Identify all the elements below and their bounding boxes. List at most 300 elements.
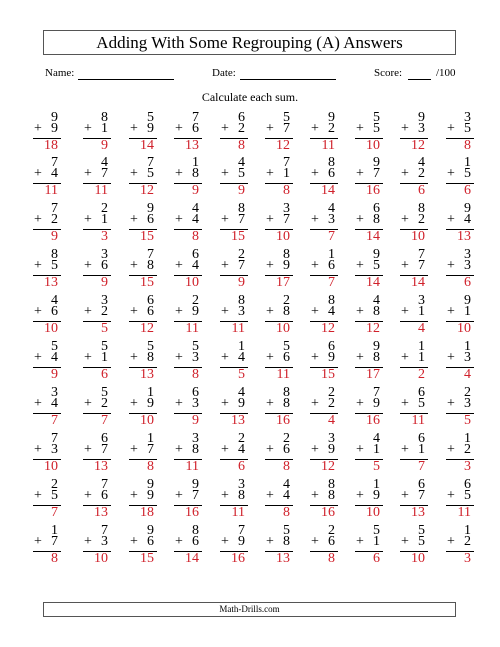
addend-bottom: 6 (147, 534, 154, 549)
addend-top: 2 (101, 201, 108, 216)
problem (174, 248, 202, 298)
addend-bottom: 5 (51, 488, 58, 503)
answer: 13 (94, 505, 108, 520)
addend-top: 7 (418, 247, 425, 262)
plus-sign: + (356, 258, 364, 273)
plus-sign: + (84, 488, 92, 503)
problem (174, 386, 202, 436)
problem (310, 478, 338, 528)
plus-sign: + (311, 121, 319, 136)
answer: 10 (94, 551, 108, 566)
addend-bottom: 6 (283, 350, 290, 365)
answer: 12 (321, 321, 335, 336)
answer: 14 (366, 275, 380, 290)
answer: 16 (185, 505, 199, 520)
addend-bottom: 8 (283, 396, 290, 411)
answer: 10 (185, 275, 199, 290)
problem (33, 294, 61, 344)
addend-bottom: 9 (328, 350, 335, 365)
plus-sign: + (221, 121, 229, 136)
answer: 8 (464, 138, 471, 153)
addend-bottom: 9 (373, 396, 380, 411)
answer: 16 (366, 183, 380, 198)
addend-bottom: 7 (418, 258, 425, 273)
addend-top: 6 (147, 293, 154, 308)
problem (83, 156, 111, 206)
addend-bottom: 8 (147, 258, 154, 273)
problem (83, 478, 111, 528)
answer: 18 (44, 138, 58, 153)
answer: 15 (140, 229, 154, 244)
answer: 12 (411, 138, 425, 153)
problem (446, 340, 474, 390)
problem (220, 248, 248, 298)
name-label: Name: (45, 67, 75, 79)
plus-sign: + (356, 212, 364, 227)
plus-sign: + (34, 212, 42, 227)
addend-top: 2 (464, 385, 471, 400)
addend-bottom: 3 (101, 534, 108, 549)
problem (400, 432, 428, 482)
plus-sign: + (175, 442, 183, 457)
answer: 15 (140, 551, 154, 566)
addend-bottom: 2 (328, 121, 335, 136)
answer: 12 (366, 321, 380, 336)
addend-top: 8 (238, 201, 245, 216)
addend-bottom: 9 (283, 258, 290, 273)
plus-sign: + (130, 534, 138, 549)
answer: 10 (276, 321, 290, 336)
problem (400, 111, 428, 161)
addend-bottom: 1 (101, 212, 108, 227)
plus-sign: + (221, 212, 229, 227)
plus-sign: + (34, 350, 42, 365)
addend-bottom: 1 (373, 442, 380, 457)
addend-bottom: 5 (147, 166, 154, 181)
answer: 9 (51, 367, 58, 382)
answer: 11 (231, 505, 245, 520)
answer: 8 (238, 138, 245, 153)
problem (83, 524, 111, 574)
addend-top: 8 (192, 523, 199, 538)
plus-sign: + (34, 258, 42, 273)
problem (33, 156, 61, 206)
addend-top: 8 (238, 293, 245, 308)
addend-top: 7 (147, 155, 154, 170)
addend-bottom: 3 (464, 258, 471, 273)
problem (83, 294, 111, 344)
problem (400, 202, 428, 252)
addend-top: 4 (51, 293, 58, 308)
addend-top: 9 (464, 201, 471, 216)
answer: 8 (328, 551, 335, 566)
addend-bottom: 8 (147, 350, 154, 365)
problem (129, 386, 157, 436)
answer: 9 (192, 183, 199, 198)
addend-bottom: 4 (51, 396, 58, 411)
addend-top: 7 (238, 523, 245, 538)
problem (174, 202, 202, 252)
addend-bottom: 4 (464, 212, 471, 227)
plus-sign: + (401, 121, 409, 136)
problem (129, 478, 157, 528)
plus-sign: + (266, 442, 274, 457)
plus-sign: + (84, 534, 92, 549)
plus-sign: + (447, 488, 455, 503)
addend-bottom: 1 (373, 534, 380, 549)
addend-top: 5 (192, 339, 199, 354)
plus-sign: + (356, 488, 364, 503)
answer: 4 (464, 367, 471, 382)
plus-sign: + (266, 121, 274, 136)
problem (174, 156, 202, 206)
instruction: Calculate each sum. (201, 90, 299, 104)
problem (400, 248, 428, 298)
problem (400, 524, 428, 574)
addend-bottom: 2 (101, 396, 108, 411)
problem (129, 202, 157, 252)
answer: 10 (411, 551, 425, 566)
worksheet-title: Adding With Some Regrouping (A) Answers (43, 30, 456, 55)
plus-sign: + (401, 396, 409, 411)
problem (33, 478, 61, 528)
answer: 16 (276, 413, 290, 428)
answer: 15 (140, 275, 154, 290)
answer: 7 (328, 229, 335, 244)
answer: 3 (464, 459, 471, 474)
plus-sign: + (401, 304, 409, 319)
problem (355, 340, 383, 390)
addend-bottom: 4 (238, 442, 245, 457)
addend-top: 2 (328, 385, 335, 400)
plus-sign: + (84, 442, 92, 457)
problem (174, 294, 202, 344)
name-line[interactable] (78, 79, 174, 80)
plus-sign: + (130, 166, 138, 181)
answer: 15 (231, 229, 245, 244)
addend-bottom: 3 (464, 396, 471, 411)
problem (33, 386, 61, 436)
plus-sign: + (84, 166, 92, 181)
addend-top: 3 (328, 431, 335, 446)
addend-bottom: 6 (51, 304, 58, 319)
addend-top: 1 (464, 155, 471, 170)
plus-sign: + (175, 488, 183, 503)
problem (446, 432, 474, 482)
addend-top: 7 (51, 155, 58, 170)
plus-sign: + (221, 488, 229, 503)
addend-top: 5 (101, 339, 108, 354)
addend-top: 1 (464, 431, 471, 446)
plus-sign: + (175, 396, 183, 411)
addend-top: 2 (238, 247, 245, 262)
problem (355, 202, 383, 252)
problem (220, 294, 248, 344)
plus-sign: + (356, 442, 364, 457)
plus-sign: + (84, 350, 92, 365)
answer: 9 (238, 183, 245, 198)
problem (129, 340, 157, 390)
addend-bottom: 2 (464, 442, 471, 457)
addend-bottom: 4 (192, 212, 199, 227)
problem (129, 248, 157, 298)
answer: 8 (192, 367, 199, 382)
problem (446, 294, 474, 344)
plus-sign: + (311, 396, 319, 411)
answer: 9 (51, 229, 58, 244)
answer: 7 (51, 505, 58, 520)
addend-top: 7 (51, 201, 58, 216)
score-label: Score: (374, 67, 403, 79)
plus-sign: + (356, 396, 364, 411)
addend-top: 5 (283, 523, 290, 538)
addend-bottom: 5 (238, 166, 245, 181)
plus-sign: + (401, 212, 409, 227)
problem (400, 340, 428, 390)
plus-sign: + (34, 121, 42, 136)
answer: 10 (411, 229, 425, 244)
problem (83, 111, 111, 161)
addend-bottom: 7 (192, 488, 199, 503)
answer: 16 (231, 551, 245, 566)
addend-bottom: 2 (238, 121, 245, 136)
answer: 8 (51, 551, 58, 566)
answer: 14 (366, 229, 380, 244)
plus-sign: + (401, 442, 409, 457)
addend-top: 5 (418, 523, 425, 538)
addend-bottom: 1 (283, 166, 290, 181)
answer: 12 (321, 459, 335, 474)
addend-bottom: 2 (418, 166, 425, 181)
problem (446, 478, 474, 528)
problem (174, 478, 202, 528)
addend-top: 8 (328, 155, 335, 170)
plus-sign: + (401, 166, 409, 181)
addend-top: 1 (418, 339, 425, 354)
answer: 17 (366, 367, 380, 382)
answer: 10 (366, 138, 380, 153)
plus-sign: + (266, 258, 274, 273)
answer: 12 (140, 183, 154, 198)
answer: 7 (51, 413, 58, 428)
addend-top: 7 (101, 523, 108, 538)
plus-sign: + (447, 166, 455, 181)
date-line[interactable] (240, 79, 336, 80)
addend-bottom: 3 (328, 212, 335, 227)
plus-sign: + (311, 258, 319, 273)
addend-top: 2 (192, 293, 199, 308)
plus-sign: + (34, 534, 42, 549)
addend-bottom: 7 (283, 212, 290, 227)
problem (33, 432, 61, 482)
plus-sign: + (84, 396, 92, 411)
answer: 13 (411, 505, 425, 520)
addend-top: 6 (328, 339, 335, 354)
addend-bottom: 9 (192, 304, 199, 319)
addend-top: 4 (192, 201, 199, 216)
problem (446, 156, 474, 206)
addend-top: 6 (192, 385, 199, 400)
addend-top: 1 (192, 155, 199, 170)
addend-bottom: 6 (328, 166, 335, 181)
addend-bottom: 7 (101, 442, 108, 457)
problem (33, 340, 61, 390)
problem (310, 111, 338, 161)
addend-top: 4 (328, 201, 335, 216)
plus-sign: + (356, 350, 364, 365)
plus-sign: + (311, 212, 319, 227)
problem (310, 524, 338, 574)
addend-bottom: 5 (418, 534, 425, 549)
plus-sign: + (311, 534, 319, 549)
plus-sign: + (84, 212, 92, 227)
plus-sign: + (266, 396, 274, 411)
problem (355, 386, 383, 436)
addend-top: 4 (238, 385, 245, 400)
addend-top: 9 (373, 339, 380, 354)
plus-sign: + (130, 212, 138, 227)
answer: 8 (192, 229, 199, 244)
problem (220, 111, 248, 161)
addend-top: 5 (101, 385, 108, 400)
answer: 12 (140, 321, 154, 336)
addend-top: 8 (101, 110, 108, 125)
answer: 6 (101, 367, 108, 382)
addend-bottom: 8 (192, 442, 199, 457)
problem (400, 478, 428, 528)
plus-sign: + (356, 166, 364, 181)
plus-sign: + (266, 304, 274, 319)
plus-sign: + (175, 166, 183, 181)
addend-top: 1 (464, 339, 471, 354)
addend-bottom: 7 (283, 121, 290, 136)
addend-bottom: 1 (101, 350, 108, 365)
answer: 11 (276, 367, 290, 382)
problem (265, 202, 293, 252)
plus-sign: + (447, 350, 455, 365)
addend-bottom: 7 (238, 258, 245, 273)
addend-bottom: 3 (238, 304, 245, 319)
answer: 8 (147, 459, 154, 474)
answer: 13 (94, 459, 108, 474)
addend-top: 1 (147, 431, 154, 446)
addend-bottom: 9 (238, 534, 245, 549)
addend-top: 8 (283, 385, 290, 400)
plus-sign: + (221, 534, 229, 549)
problem (446, 386, 474, 436)
answer: 3 (101, 229, 108, 244)
addend-bottom: 9 (147, 121, 154, 136)
answer: 10 (457, 321, 471, 336)
addend-bottom: 2 (418, 212, 425, 227)
addend-bottom: 1 (418, 350, 425, 365)
plus-sign: + (447, 121, 455, 136)
answer: 5 (238, 367, 245, 382)
answer: 3 (464, 551, 471, 566)
addend-top: 7 (373, 385, 380, 400)
addend-top: 4 (283, 477, 290, 492)
problem (33, 524, 61, 574)
addend-bottom: 5 (418, 396, 425, 411)
addend-top: 9 (147, 201, 154, 216)
addend-bottom: 1 (418, 442, 425, 457)
addend-bottom: 8 (373, 304, 380, 319)
plus-sign: + (130, 396, 138, 411)
problem (310, 432, 338, 482)
answer: 11 (411, 413, 425, 428)
problem (265, 294, 293, 344)
plus-sign: + (311, 488, 319, 503)
plus-sign: + (130, 488, 138, 503)
addend-top: 2 (238, 431, 245, 446)
problem (265, 524, 293, 574)
addend-top: 2 (283, 293, 290, 308)
addend-top: 1 (51, 523, 58, 538)
problem (220, 432, 248, 482)
plus-sign: + (175, 350, 183, 365)
addend-bottom: 8 (192, 166, 199, 181)
plus-sign: + (266, 166, 274, 181)
problem (400, 294, 428, 344)
plus-sign: + (447, 534, 455, 549)
addend-top: 1 (464, 523, 471, 538)
answer: 4 (328, 413, 335, 428)
addend-top: 6 (418, 431, 425, 446)
problem (83, 386, 111, 436)
addend-top: 7 (147, 247, 154, 262)
addend-top: 6 (373, 201, 380, 216)
addend-top: 7 (51, 431, 58, 446)
answer: 15 (321, 367, 335, 382)
answer: 11 (44, 183, 58, 198)
addend-bottom: 2 (464, 534, 471, 549)
score-line[interactable] (408, 79, 431, 80)
addend-bottom: 6 (283, 442, 290, 457)
problem (220, 386, 248, 436)
problem (220, 340, 248, 390)
answer: 4 (418, 321, 425, 336)
answer: 10 (276, 229, 290, 244)
problem (83, 248, 111, 298)
answer: 14 (185, 551, 199, 566)
addend-bottom: 6 (328, 258, 335, 273)
addend-bottom: 6 (328, 534, 335, 549)
addend-bottom: 4 (192, 258, 199, 273)
addend-bottom: 5 (373, 258, 380, 273)
addend-bottom: 7 (418, 488, 425, 503)
problem (355, 432, 383, 482)
addend-bottom: 4 (51, 350, 58, 365)
plus-sign: + (401, 350, 409, 365)
plus-sign: + (84, 304, 92, 319)
plus-sign: + (311, 350, 319, 365)
footer: Math-Drills.com (43, 602, 456, 617)
answer: 16 (366, 413, 380, 428)
plus-sign: + (34, 396, 42, 411)
answer: 14 (411, 275, 425, 290)
problem (265, 478, 293, 528)
addend-top: 6 (464, 477, 471, 492)
plus-sign: + (447, 304, 455, 319)
plus-sign: + (34, 442, 42, 457)
answer: 11 (185, 459, 199, 474)
plus-sign: + (221, 442, 229, 457)
addend-top: 5 (147, 339, 154, 354)
addend-top: 6 (192, 247, 199, 262)
plus-sign: + (356, 534, 364, 549)
addend-top: 5 (283, 110, 290, 125)
problem (355, 156, 383, 206)
